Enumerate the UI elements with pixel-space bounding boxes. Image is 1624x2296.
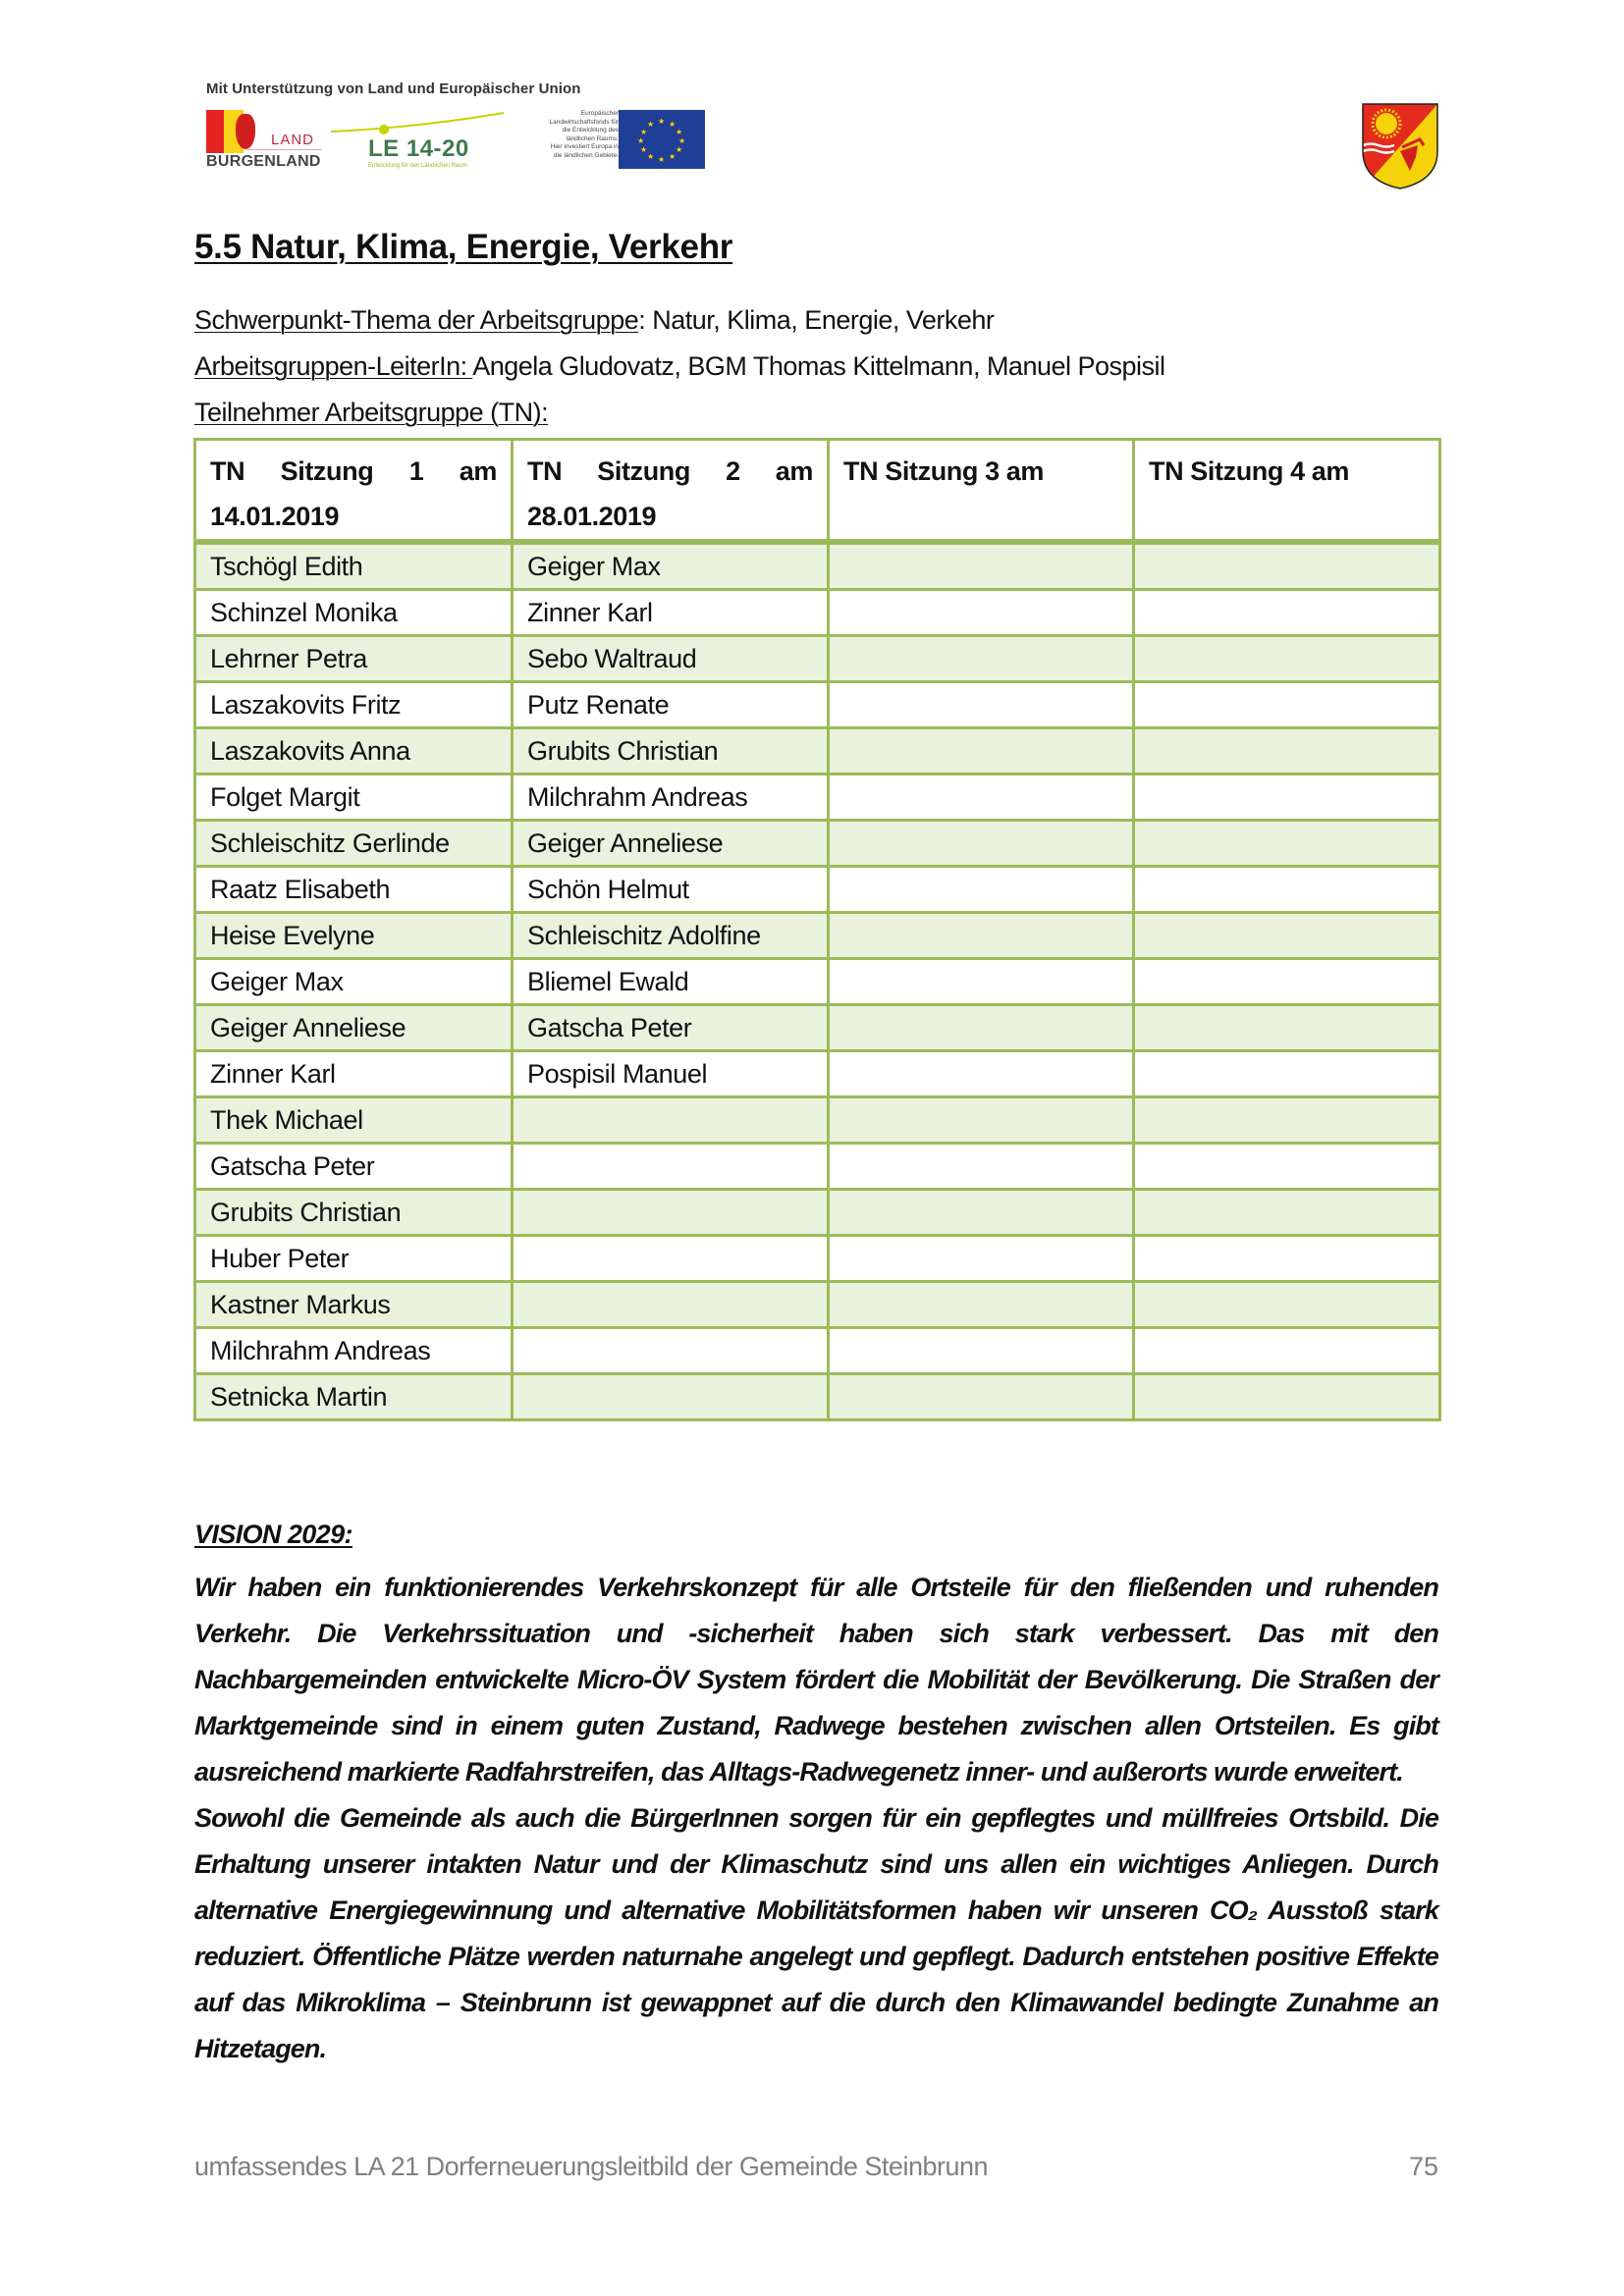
participants-label: Teilnehmer Arbeitsgruppe (TN): [194,398,549,427]
table-header-row [195,440,1440,543]
le-14-20-logo [329,110,506,171]
burgenland-flag-red [206,110,224,153]
divider [247,149,322,150]
eu-text-line: die Entwicklung des [562,127,619,133]
leaders-label: Arbeitsgruppen-LeiterIn: [194,351,473,381]
table-cell-session-2: Geiger Anneliese [513,821,829,867]
table-cell-session-1: Gatscha Peter [195,1144,513,1190]
table-cell-session-3 [829,1051,1134,1097]
coat-of-arms-icon [1361,102,1439,190]
table-cell-session-2: Putz Renate [513,682,829,728]
table-cell-session-4 [1134,913,1440,959]
table-cell-session-2 [513,1374,829,1420]
eu-text-line: die ländlichen Gebiete. [553,151,619,159]
table-row [195,542,1440,590]
page-number: 75 [1408,2152,1438,2181]
table-row [195,728,1440,774]
table-cell-session-3 [829,1282,1134,1328]
table-cell-session-2 [513,1236,829,1282]
table-cell-session-3 [829,867,1134,913]
table-cell-session-1: Folget Margit [195,774,513,821]
table-row [195,1282,1440,1328]
vision-title: VISION 2029: [194,1520,352,1549]
table-cell-session-3 [829,821,1134,867]
table-cell-session-1: Heise Evelyne [195,913,513,959]
table-cell-session-2 [513,1190,829,1236]
table-cell-session-2 [513,1097,829,1144]
table-cell-session-4 [1134,1144,1440,1190]
vision-paragraph: Wir haben ein funktionierendes Verkehrskonzept für alle Ortsteile für den fließenden und ruhenden Verkehr. Die Verkehrssituation und -sicherheit haben sich stark verbessert. Das mit den Nachbargemeinden entwickelte Micro-ÖV System fördert die Mobilität der Bevölkerung. Die Straßen der Marktgemeinde sind in einem guten Zustand, Radwege bestehen zwischen allen Ortsteilen. Es gibt ausreichend markierte Radfahrstreifen, das Alltags-Radwegenetz inner- und außerorts wurde erweitert. [194,1573,1438,1787]
table-cell-session-4 [1134,682,1440,728]
table-row [195,1374,1440,1420]
table-cell-session-2: Sebo Waltraud [513,636,829,682]
table-row [195,1328,1440,1374]
table-cell-session-3 [829,590,1134,636]
table-cell-session-2: Pospisil Manuel [513,1051,829,1097]
table-cell-session-4 [1134,867,1440,913]
table-cell-session-1: Geiger Max [195,959,513,1005]
table-cell-session-4 [1134,821,1440,867]
table-row [195,821,1440,867]
table-row [195,1236,1440,1282]
table-cell-session-2: Gatscha Peter [513,1005,829,1051]
burgenland-logo [206,110,322,171]
le-title: LE 14-20 [368,135,469,162]
support-text: Mit Unterstützung von Land und Europäischer Union [206,80,581,97]
leaders-value: Angela Gludovatz, BGM Thomas Kittelmann, Manuel Pospisil [472,351,1165,381]
table-row [195,913,1440,959]
table-cell-session-4 [1134,959,1440,1005]
table-row [195,1190,1440,1236]
leaders-line [194,351,1165,382]
table-cell-session-3 [829,774,1134,821]
table-cell-session-2: Zinner Karl [513,590,829,636]
table-cell-session-4 [1134,1097,1440,1144]
table-cell-session-3 [829,542,1134,590]
table-cell-session-3 [829,728,1134,774]
table-cell-session-1: Setnicka Martin [195,1374,513,1420]
topic-label: Schwerpunkt-Thema der Arbeitsgruppe [194,305,639,335]
table-cell-session-4 [1134,728,1440,774]
table-row [195,682,1440,728]
table-cell-session-2 [513,1282,829,1328]
table-cell-session-2: Schön Helmut [513,867,829,913]
header-session-2: TN Sitzung 2 am 28.01.2019 [513,440,829,543]
participants-table [193,438,1441,1421]
table-cell-session-1: Zinner Karl [195,1051,513,1097]
table-cell-session-3 [829,1144,1134,1190]
table-cell-session-3 [829,1374,1134,1420]
table-cell-session-3 [829,959,1134,1005]
table-cell-session-3 [829,1328,1134,1374]
table-cell-session-2: Geiger Max [513,542,829,590]
table-cell-session-2: Schleischitz Adolfine [513,913,829,959]
table-cell-session-1: Schinzel Monika [195,590,513,636]
table-cell-session-3 [829,1097,1134,1144]
eu-text-line: ländlichen Raums: [566,134,619,142]
table-cell-session-4 [1134,1374,1440,1420]
table-cell-session-1: Thek Michael [195,1097,513,1144]
eu-text-line: Hier investiert Europa in [550,143,619,150]
table-cell-session-2: Bliemel Ewald [513,959,829,1005]
table-cell-session-1: Schleischitz Gerlinde [195,821,513,867]
header-session-1: TN Sitzung 1 am 14.01.2019 [195,440,513,543]
topic-value: : Natur, Klima, Energie, Verkehr [638,305,995,335]
table-cell-session-3 [829,913,1134,959]
table-cell-session-4 [1134,774,1440,821]
le-subtitle: Entwicklung für den Ländlichen Raum [368,163,467,169]
table-cell-session-3 [829,682,1134,728]
table-cell-session-1: Laszakovits Anna [195,728,513,774]
table-cell-session-1: Milchrahm Andreas [195,1328,513,1374]
table-row [195,1144,1440,1190]
section-heading: 5.5 Natur, Klima, Energie, Verkehr [194,228,733,266]
burgenland-name-text: BURGENLAND [206,153,321,170]
table-cell-session-4 [1134,1051,1440,1097]
table-cell-session-4 [1134,1328,1440,1374]
table-cell-session-1: Huber Peter [195,1236,513,1282]
table-cell-session-1: Lehrner Petra [195,636,513,682]
eu-text-line: Europäischer [580,110,619,117]
table-cell-session-1: Tschögl Edith [195,542,513,590]
vision-paragraph: Sowohl die Gemeinde als auch die BürgerInnen sorgen für ein gepflegtes und müllfreies Ortsbild. Die Erhaltung unserer intakten Natur und der Klimaschutz sind uns allen ein wichtiges Anliegen. Durch alternative Energiegewinnung und alternative Mobilitätsformen haben wir unseren CO₂ Ausstoß stark reduziert. Öffentliche Plätze werden naturnahe angelegt und gepflegt. Dadurch entstehen positive Effekte auf das Mikroklima – Steinbrunn ist gewappnet auf die durch den Klimawandel bedingte Zunahme an Hitzetagen. [194,1803,1438,2063]
table-cell-session-1: Kastner Markus [195,1282,513,1328]
table-cell-session-3 [829,1190,1134,1236]
table-cell-session-2 [513,1144,829,1190]
table-row [195,959,1440,1005]
table-cell-session-4 [1134,542,1440,590]
table-cell-session-3 [829,636,1134,682]
eu-flag-icon: ★ ★ ★ ★ ★ ★ ★ ★ ★ ★ ★ ★ [619,110,705,169]
topic-line [194,305,994,336]
table-cell-session-1: Grubits Christian [195,1190,513,1236]
participants-line [194,398,548,428]
table-cell-session-4 [1134,636,1440,682]
table-cell-session-4 [1134,1005,1440,1051]
table-cell-session-2: Milchrahm Andreas [513,774,829,821]
table-cell-session-1: Raatz Elisabeth [195,867,513,913]
table-cell-session-1: Geiger Anneliese [195,1005,513,1051]
table-row [195,867,1440,913]
table-row [195,1005,1440,1051]
table-row [195,774,1440,821]
table-row [195,590,1440,636]
table-cell-session-3 [829,1236,1134,1282]
vision-body [194,1565,1438,2072]
eu-text-line: Landwirtschaftsfonds für [549,118,619,126]
table-row [195,1051,1440,1097]
table-cell-session-4 [1134,1190,1440,1236]
table-cell-session-2: Grubits Christian [513,728,829,774]
table-cell-session-4 [1134,590,1440,636]
table-cell-session-4 [1134,1282,1440,1328]
table-row [195,1097,1440,1144]
burgenland-land-text: LAND [271,132,315,148]
header-session-4: TN Sitzung 4 am [1134,440,1440,543]
header-session-3: TN Sitzung 3 am [829,440,1134,543]
table-cell-session-3 [829,1005,1134,1051]
footer-title: umfassendes LA 21 Dorferneuerungsleitbild der Gemeinde Steinbrunn [194,2152,989,2181]
table-row [195,636,1440,682]
table-cell-session-1: Laszakovits Fritz [195,682,513,728]
table-cell-session-2 [513,1328,829,1374]
table-cell-session-4 [1134,1236,1440,1282]
eu-fund-text [520,110,619,160]
eagle-icon [236,114,255,149]
